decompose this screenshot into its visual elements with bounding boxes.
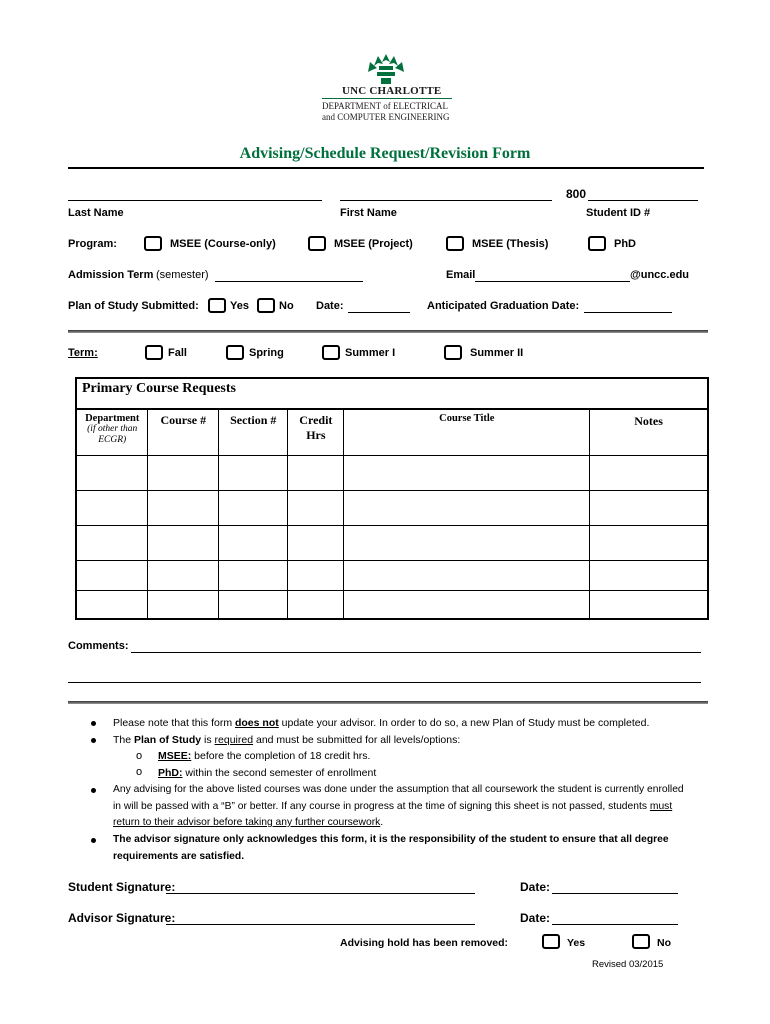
program-msee-thesis-label: MSEE (Thesis) — [472, 238, 549, 250]
cell-section[interactable] — [219, 590, 288, 619]
table-row — [76, 590, 708, 619]
admission-term-label: Admission Term — [68, 269, 154, 281]
cell-credit[interactable] — [288, 590, 344, 619]
section-rule-2 — [68, 701, 708, 704]
header-course-title: Course Title — [344, 409, 590, 455]
cell-notes[interactable] — [590, 490, 708, 525]
cell-department[interactable] — [76, 525, 148, 560]
course-table-header-row — [76, 409, 708, 455]
cell-notes[interactable] — [590, 525, 708, 560]
logo-dept-line1: DEPARTMENT of ELECTRICAL — [322, 101, 448, 111]
note-assumption-line1: Any advising for the above listed courses was done under the assumption that all coursework the student is currently enrolled — [113, 784, 684, 795]
note-signature-line1: The advisor signature only acknowledges this form, it is the responsibility of the student to ensure that all degree — [113, 834, 669, 845]
last-name-label: Last Name — [68, 207, 124, 219]
logo — [318, 52, 458, 124]
sub-bullet-o: o — [136, 766, 143, 778]
note-3-must: must — [649, 801, 673, 812]
student-signature-label: Student Signature: — [68, 880, 176, 894]
revised-date: Revised 03/2015 — [592, 959, 664, 970]
cell-department[interactable] — [76, 490, 148, 525]
cell-section[interactable] — [219, 560, 288, 590]
comments-label: Comments: — [68, 640, 129, 652]
advisor-signature-field[interactable] — [166, 924, 475, 925]
title-rule — [68, 167, 704, 169]
hold-label: Advising hold has been removed: — [340, 937, 509, 949]
plan-of-study-no-label: No — [279, 300, 294, 312]
logo-rule — [322, 98, 452, 99]
note-sub-msee — [158, 748, 370, 765]
note-sub-phd — [158, 765, 376, 782]
note-1-c: update your advisor. In order to do so, a new Plan of Study must be completed. — [278, 717, 650, 729]
hold-yes-label: Yes — [567, 937, 586, 949]
student-date-label: Date: — [520, 880, 551, 894]
logo-university: UNC CHARLOTTE — [342, 85, 442, 97]
first-name-label: First Name — [340, 207, 397, 219]
term-spring-label: Spring — [249, 347, 284, 359]
note-3-l3: return to their advisor before taking any further coursework — [113, 817, 381, 828]
cell-section[interactable] — [219, 525, 288, 560]
advisor-date-label: Date: — [520, 911, 551, 925]
table-row — [76, 490, 708, 525]
cell-credit[interactable] — [288, 525, 344, 560]
note-2-c: is — [201, 734, 215, 746]
cell-notes[interactable] — [590, 590, 708, 619]
note-plan-required — [113, 732, 460, 749]
table-row — [76, 455, 708, 490]
comments-field-line2[interactable] — [68, 682, 701, 683]
note-signature-line2: requirements are satisfied. — [113, 851, 245, 862]
program-msee-course-label: MSEE (Course-only) — [170, 238, 276, 250]
student-id-prefix: 800 — [566, 187, 587, 201]
logo-dept-line2: and COMPUTER ENGINEERING — [322, 112, 450, 122]
term-fall-checkbox[interactable] — [145, 345, 163, 360]
note-sub-phd-text: within the second semester of enrollment — [182, 767, 377, 779]
program-msee-project-label: MSEE (Project) — [334, 238, 413, 250]
cell-department[interactable] — [76, 455, 148, 490]
term-summer1-checkbox[interactable] — [322, 345, 340, 360]
graduation-date-field[interactable] — [584, 312, 672, 313]
plan-of-study-no-checkbox[interactable] — [257, 298, 275, 313]
hold-yes-checkbox[interactable] — [542, 934, 560, 949]
cell-title[interactable] — [344, 455, 590, 490]
cell-title[interactable] — [344, 560, 590, 590]
note-1-does-not: does not — [234, 717, 279, 729]
header-course-number: Course # — [148, 409, 219, 455]
note-sub-phd-label: PhD: — [158, 767, 183, 779]
plan-of-study-label: Plan of Study Submitted: — [68, 300, 199, 312]
program-msee-thesis-checkbox[interactable] — [446, 236, 464, 251]
term-summer2-label: Summer II — [470, 347, 524, 359]
note-assumption-line2 — [113, 799, 672, 816]
note-advisor-update — [113, 715, 649, 732]
cell-title[interactable] — [344, 490, 590, 525]
note-2-plan-of-study: Plan of Study — [134, 734, 202, 746]
plan-date-field[interactable] — [348, 312, 410, 313]
term-spring-checkbox[interactable] — [226, 345, 244, 360]
hold-no-label: No — [657, 937, 671, 949]
cell-course[interactable] — [148, 590, 219, 619]
email-domain: @uncc.edu — [630, 269, 690, 281]
cell-credit[interactable] — [288, 455, 344, 490]
header-credit-hrs: Credit Hrs — [288, 409, 344, 455]
program-phd-label: PhD — [614, 238, 636, 250]
note-3-l3-end: . — [380, 817, 384, 828]
student-date-field[interactable] — [552, 893, 678, 894]
cell-course[interactable] — [148, 560, 219, 590]
cell-department[interactable] — [76, 560, 148, 590]
sub-bullet-o: o — [136, 750, 143, 762]
cell-section[interactable] — [219, 490, 288, 525]
table-row — [76, 560, 708, 590]
cell-notes[interactable] — [590, 560, 708, 590]
term-label: Term: — [68, 347, 98, 359]
cell-credit[interactable] — [288, 560, 344, 590]
note-sub-msee-text: before the completion of 18 credit hrs. — [191, 750, 371, 762]
header-department-label: Department — [85, 413, 140, 424]
cell-course[interactable] — [148, 525, 219, 560]
note-3-l2-a: in will be passed with a “B” or better. If any course in progress at the time of signing this sheet is not passed, students — [113, 801, 650, 812]
email-field[interactable] — [475, 281, 630, 282]
crown-logo-icon — [364, 52, 408, 86]
term-summer1-label: Summer I — [345, 347, 396, 359]
note-sub-msee-label: MSEE: — [158, 750, 192, 762]
advisor-signature-label: Advisor Signature: — [68, 911, 176, 925]
program-label: Program: — [68, 238, 117, 250]
student-id-field[interactable] — [588, 200, 698, 201]
admission-term-suffix: (semester) — [156, 269, 209, 281]
cell-title[interactable] — [344, 525, 590, 560]
note-2-required: required — [214, 734, 254, 746]
course-table — [75, 408, 709, 620]
admission-term-field[interactable] — [215, 281, 363, 282]
program-phd-checkbox[interactable] — [588, 236, 606, 251]
bullet-dot — [91, 721, 96, 726]
last-name-field[interactable] — [68, 200, 322, 201]
note-1-a: Please note that this form — [113, 717, 235, 729]
program-msee-course-checkbox[interactable] — [144, 236, 162, 251]
form-title: Advising/Schedule Request/Revision Form — [239, 145, 531, 162]
plan-of-study-yes-label: Yes — [230, 300, 249, 312]
section-rule-1 — [68, 330, 708, 333]
program-msee-project-checkbox[interactable] — [308, 236, 326, 251]
student-signature-field[interactable] — [166, 893, 475, 894]
comments-field-line1[interactable] — [131, 652, 701, 653]
advisor-date-field[interactable] — [552, 924, 678, 925]
hold-no-checkbox[interactable] — [632, 934, 650, 949]
note-assumption-line3 — [113, 815, 383, 832]
cell-course[interactable] — [148, 455, 219, 490]
graduation-date-label: Anticipated Graduation Date: — [427, 300, 580, 312]
plan-of-study-yes-checkbox[interactable] — [208, 298, 226, 313]
term-fall-label: Fall — [168, 347, 187, 359]
cell-notes[interactable] — [590, 455, 708, 490]
header-notes: Notes — [590, 409, 708, 455]
course-table-title: Primary Course Requests — [82, 381, 236, 396]
cell-section[interactable] — [219, 455, 288, 490]
first-name-field[interactable] — [340, 200, 552, 201]
cell-course[interactable] — [148, 490, 219, 525]
header-section-number: Section # — [219, 409, 288, 455]
bullet-dot — [91, 738, 96, 743]
cell-department[interactable] — [76, 590, 148, 619]
cell-title[interactable] — [344, 590, 590, 619]
header-department-note: (if other than ECGR) — [87, 424, 138, 445]
email-label: Email — [446, 269, 476, 281]
table-row — [76, 525, 708, 560]
student-id-label: Student ID # — [586, 207, 651, 219]
bullet-dot — [91, 838, 96, 843]
plan-date-label: Date: — [316, 300, 344, 312]
term-summer2-checkbox[interactable] — [444, 345, 462, 360]
bullet-dot — [91, 788, 96, 793]
note-2-a: The — [113, 734, 135, 746]
note-2-e: and must be submitted for all levels/options: — [253, 734, 461, 746]
cell-credit[interactable] — [288, 490, 344, 525]
header-department — [76, 409, 148, 455]
